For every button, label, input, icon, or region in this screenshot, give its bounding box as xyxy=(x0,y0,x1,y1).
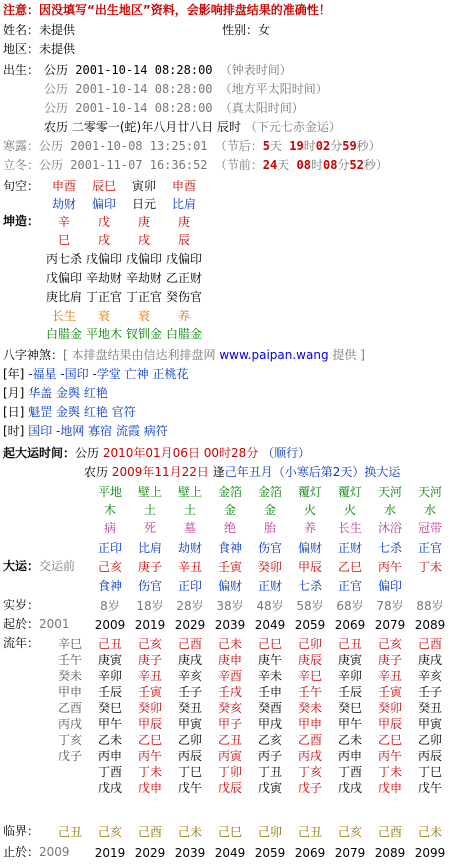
liunian-row xyxy=(50,652,450,668)
dayun-wx-row: 木 土 土 金 金 火 火 水 水 xyxy=(103,503,436,517)
lunar-row: 农历 二零零一(蛇)年八月廿八日 辰时 （下元七赤金运） xyxy=(44,120,341,134)
shensha-header: 八字神煞：[ 本排盘结果由信达利排盘网 www.paipan.wang 提供 ] xyxy=(3,348,365,362)
liunian-cell: 戊辰 xyxy=(217,781,242,795)
linzhong-label: 临界： xyxy=(3,824,40,838)
liunian-cell: 己卯 xyxy=(297,637,322,651)
liunian-cell: 己丑 xyxy=(337,637,362,651)
liunian-cell: 丁亥 xyxy=(297,765,322,779)
liunian-cell: 辛巳 xyxy=(297,669,322,683)
liunian-cell: 乙酉 xyxy=(297,733,322,747)
gender-value: 女 xyxy=(258,23,271,37)
liunian-cell: 丙戌 xyxy=(57,717,82,731)
liunian-cell: 癸未 xyxy=(57,669,82,683)
liunian-label: 流年： xyxy=(3,636,40,650)
liunian-cell: 庚戌 xyxy=(177,653,202,667)
liunian-cell: 壬戌 xyxy=(217,685,242,699)
liunian-cell: 壬辰 xyxy=(337,685,362,699)
dayun-ss2-row: 食神 伤官 正印 偏财 正财 七杀 正官 偏印 xyxy=(97,579,402,593)
liunian-cell: 乙酉 xyxy=(57,701,82,715)
liunian-row xyxy=(50,732,450,748)
liunian-cell: 己酉 xyxy=(417,637,442,651)
liunian-cell: 丙子 xyxy=(257,749,282,763)
birth-label: 出生： xyxy=(3,63,40,77)
liunian-cell: 丁卯 xyxy=(217,765,242,779)
liunian-cell: 甲午 xyxy=(337,717,362,731)
liunian-cell: 辛巳 xyxy=(57,637,82,651)
liunian-row xyxy=(50,668,450,684)
changsheng-row: 长生 衰 衰 养 xyxy=(51,309,190,323)
liunian-cell: 己巳 xyxy=(257,637,282,651)
liunian-cell: 丁丑 xyxy=(257,765,282,779)
liunian-cell: 丁酉 xyxy=(337,765,362,779)
liunian-cell: 庚戌 xyxy=(417,653,442,667)
liunian-cell: 戊戌 xyxy=(97,781,122,795)
liunian-cell: 辛卯 xyxy=(97,669,122,683)
liunian-cell: 癸卯 xyxy=(137,701,162,715)
liunian-cell: 戊午 xyxy=(177,781,202,795)
liunian-cell: 庚子 xyxy=(377,653,402,667)
liunian-cell: 癸亥 xyxy=(217,701,242,715)
liunian-row xyxy=(50,700,450,716)
liunian-cell: 癸酉 xyxy=(257,701,282,715)
liunian-cell: 壬寅 xyxy=(377,685,402,699)
end-years-row: 2019 2029 2039 2049 2059 2069 2079 2089 2099 xyxy=(94,846,446,860)
gender-row xyxy=(222,21,270,39)
name-label: 姓名： xyxy=(3,23,40,37)
liunian-row xyxy=(50,636,450,652)
shensha-month: [月] 华盖 金舆 红艳 xyxy=(3,386,108,400)
liunian-cell: 丁亥 xyxy=(57,733,82,747)
liunian-cell: 甲寅 xyxy=(417,717,442,731)
liunian-cell: 丁酉 xyxy=(97,765,122,779)
liunian-cell: 丁巳 xyxy=(417,765,442,779)
liunian-cell: 癸未 xyxy=(297,701,322,715)
dayun-gz-row: 己亥 庚子 辛丑 壬寅 癸卯 甲辰 乙巳 丙午 丁未 xyxy=(97,560,442,574)
liunian-cell: 乙巳 xyxy=(377,733,402,747)
liunian-cell: 己酉 xyxy=(177,637,202,651)
liunian-cell: 戊申 xyxy=(377,781,402,795)
area-label: 地区： xyxy=(3,42,40,56)
liunian-cell: 丙午 xyxy=(377,749,402,763)
liunian-cell: 庚子 xyxy=(137,653,162,667)
shensha-day: [日] 魁罡 金舆 红艳 官符 xyxy=(3,405,136,419)
liunian-cell: 戊午 xyxy=(417,781,442,795)
liunian-cell: 癸巳 xyxy=(337,701,362,715)
xunkong-row: 申酉 辰巳 寅卯 申酉 xyxy=(51,179,196,193)
dayun-nayin-row: 平地 壁上 壁上 金箔 金箔 覆灯 覆灯 天河 天河 xyxy=(97,485,442,499)
liunian-cell: 己丑 xyxy=(97,637,122,651)
hidden-row-2: 戊偏印 辛劫财 辛劫财 乙正财 xyxy=(45,271,202,285)
area-value: 未提供 xyxy=(39,42,76,56)
liunian-cell: 庚申 xyxy=(217,653,242,667)
liunian-cell: 甲午 xyxy=(97,717,122,731)
liunian-cell: 癸丑 xyxy=(177,701,202,715)
liunian-cell: 戊子 xyxy=(297,781,322,795)
shensha-year: [年] -福星 -国印 -学堂 亡神 正桃花 xyxy=(3,367,189,381)
liunian-cell: 壬子 xyxy=(417,685,442,699)
qiyun-row: 起大运时间：公历 2010年01月06日 00时28分 （顺行） xyxy=(3,446,311,460)
liunian-cell: 壬辰 xyxy=(97,685,122,699)
notice-text: 因没填写“出生地区”资料，会影响排盘结果的准确性！ xyxy=(39,3,331,17)
liunian-cell: 壬午 xyxy=(57,653,82,667)
liunian-cell: 戊子 xyxy=(57,749,82,763)
dayun-ss-row: 正印 比肩 劫财 食神 伤官 偏财 正财 七杀 正官 xyxy=(97,541,442,555)
shishen-top-row: 劫财 偏印 日元 比肩 xyxy=(51,197,196,211)
term-row-2: 立冬：公历 2001-11-07 16:36:52 （节前：24天 08时08分52秒） xyxy=(3,158,388,172)
liunian-cell: 辛未 xyxy=(257,669,282,683)
liunian-cell: 丙辰 xyxy=(177,749,202,763)
liunian-cell: 丙午 xyxy=(137,749,162,763)
hidden-row-1: 丙七杀 戊偏印 戊偏印 戊偏印 xyxy=(45,252,202,266)
liunian-cell: 癸丑 xyxy=(417,701,442,715)
liunian-cell: 丙申 xyxy=(337,749,362,763)
dayun-cs-row: 病 死 墓 绝 胎 养 长生 沐浴 冠带 xyxy=(103,521,442,535)
liunian-cell: 丁未 xyxy=(137,765,162,779)
liunian-table xyxy=(50,636,450,796)
birth-row-2: 公历 2001-10-14 08:28:00 （地方平太阳时间） xyxy=(44,82,328,96)
liunian-cell: 己亥 xyxy=(137,637,162,651)
birth-row-3: 公历 2001-10-14 08:28:00 （真太阳时间） xyxy=(44,101,304,115)
liunian-cell: 辛亥 xyxy=(177,669,202,683)
start-row: 起於：2001 xyxy=(3,617,70,631)
liunian-cell: 辛亥 xyxy=(417,669,442,683)
liunian-cell: 甲辰 xyxy=(137,717,162,731)
liunian-cell: 丁未 xyxy=(377,765,402,779)
liunian-cell: 戊寅 xyxy=(257,781,282,795)
liunian-cell: 甲申 xyxy=(57,685,82,699)
liunian-cell: 甲子 xyxy=(217,717,242,731)
liunian-cell: 辛卯 xyxy=(337,669,362,683)
liunian-cell: 丁巳 xyxy=(177,765,202,779)
liunian-cell: 丙寅 xyxy=(217,749,242,763)
liunian-cell: 己亥 xyxy=(377,637,402,651)
liunian-cell: 乙未 xyxy=(97,733,122,747)
liunian-cell: 庚辰 xyxy=(297,653,322,667)
liunian-row xyxy=(50,684,450,700)
stems-row: 辛 戊 庚 庚 xyxy=(57,215,190,229)
liunian-row xyxy=(50,764,450,780)
age-label: 实岁： xyxy=(3,598,40,612)
xunkong-label: 旬空： xyxy=(3,179,40,193)
end-row: 止於：2009 xyxy=(3,845,70,859)
liunian-cell: 丙申 xyxy=(97,749,122,763)
liunian-cell xyxy=(50,764,90,780)
liunian-cell: 己未 xyxy=(217,637,242,651)
liunian-cell: 丙戌 xyxy=(297,749,322,763)
liunian-cell: 乙丑 xyxy=(217,733,242,747)
dayun-label-row: 大运：交运前 xyxy=(3,559,76,573)
age-row: 8岁 18岁 28岁 38岁 48岁 58岁 68岁 78岁 88岁 xyxy=(100,599,444,613)
paipan-link[interactable]: www.paipan.wang xyxy=(219,348,329,362)
nayin-row: 白腊金 平地木 钗钏金 白腊金 xyxy=(45,327,202,341)
liunian-cell: 乙未 xyxy=(337,733,362,747)
liunian-cell: 壬申 xyxy=(257,685,282,699)
shensha-hour: [时] 国印 -地网 寡宿 流霞 病符 xyxy=(3,424,168,438)
birth-row-1: 公历 2001-10-14 08:28:00 （钟表时间） xyxy=(44,63,292,77)
liunian-row xyxy=(50,748,450,764)
liunian-cell: 壬寅 xyxy=(137,685,162,699)
qiyun-lunar-row: 农历 2009年11月22日 逢己年丑月（小寒后第2天）换大运 xyxy=(84,465,401,479)
linzhong-row: 己丑 己亥 己酉 己未 己巳 己卯 己丑 己亥 己酉 己未 xyxy=(57,825,442,839)
liunian-cell: 乙巳 xyxy=(137,733,162,747)
liunian-cell: 癸巳 xyxy=(97,701,122,715)
liunian-cell: 戊申 xyxy=(137,781,162,795)
liunian-cell xyxy=(50,780,90,796)
term-row-1: 寒露：公历 2001-10-08 13:25:01 （节后：5天 19时02分59秒） xyxy=(3,139,381,153)
liunian-cell: 辛酉 xyxy=(217,669,242,683)
liunian-cell: 乙卯 xyxy=(177,733,202,747)
start-years-row: 2009 2019 2029 2039 2049 2059 2069 2079 2089 xyxy=(94,618,446,632)
liunian-cell: 甲寅 xyxy=(177,717,202,731)
liunian-cell: 乙卯 xyxy=(417,733,442,747)
name-row xyxy=(3,21,75,39)
liunian-cell: 庚寅 xyxy=(337,653,362,667)
liunian-row xyxy=(50,780,450,796)
liunian-cell: 壬午 xyxy=(297,685,322,699)
notice-prefix: 注意： xyxy=(3,3,40,17)
liunian-cell: 庚寅 xyxy=(97,653,122,667)
liunian-cell: 戊戌 xyxy=(337,781,362,795)
notice-line xyxy=(3,1,331,19)
liunian-cell: 辛丑 xyxy=(377,669,402,683)
branches-row: 巳 戌 戌 辰 xyxy=(57,233,190,247)
kunzao-label: 坤造： xyxy=(3,214,40,228)
liunian-cell: 丙辰 xyxy=(417,749,442,763)
liunian-cell: 甲戌 xyxy=(257,717,282,731)
liunian-cell: 乙亥 xyxy=(257,733,282,747)
area-row xyxy=(3,40,75,58)
liunian-cell: 癸卯 xyxy=(377,701,402,715)
liunian-cell: 壬子 xyxy=(177,685,202,699)
liunian-cell: 甲辰 xyxy=(377,717,402,731)
hidden-row-3: 庚比肩 丁正官 丁正官 癸伤官 xyxy=(45,290,202,304)
liunian-cell: 甲申 xyxy=(297,717,322,731)
liunian-row xyxy=(50,716,450,732)
liunian-cell: 辛丑 xyxy=(137,669,162,683)
gender-label: 性别： xyxy=(222,23,259,37)
liunian-cell: 庚午 xyxy=(257,653,282,667)
name-value: 未提供 xyxy=(39,23,76,37)
